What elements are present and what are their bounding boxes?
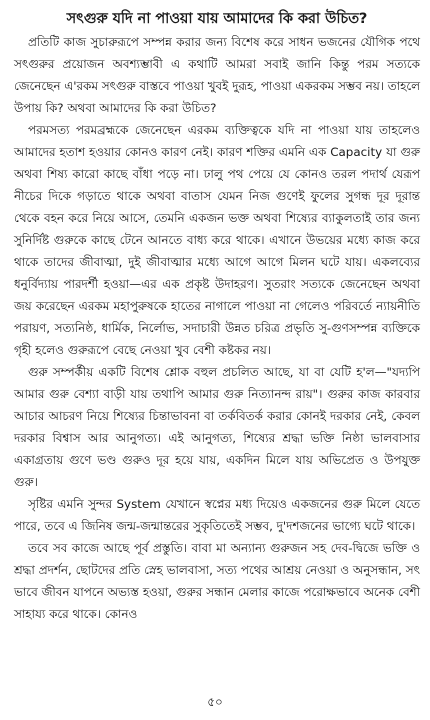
paragraph-4: সৃষ্টির এমনি সুন্দর System যেখানে স্বপ্নের মধ্য দিয়েও একজনের গুরু মিলে যেতে পারে, তবে এ জিনিষ জন্ম-জন্মান্তরের সুকৃতিতেই সম্ভব, দু'দশজনের ভাগ্যে ঘটে থাকে। <box>14 497 420 533</box>
paragraph-2: পরমসত্য পরমব্রহ্মকে জেনেছেন এরকম ব্যক্তিত্বকে যদি না পাওয়া যায় তাহলেও আমাদের হতাশ হওয়ার কোনও কারণ নেই। কারণ শক্তির এমনি এক Capacity যা গুরু অথবা শিষ্য কারো কাছে বাঁধা পড়ে না। ঢালু পথ পেয়ে যে কোনও তরল পদার্থ যেরূপ নীচের দিকে গড়াতে থাকে অথবা বাতাস যেমন নিজ গুণেই ফুলের সুগন্ধ দূর দূরান্ত থেকে বহন করে নিয়ে আসে, তেমনি একজন ভক্ত অথবা শিষ্যের ব্যাকুলতাই তার জন্য সুনির্দিষ্ট গুরুকে কাছে টেনে আনতে বাধ্য করে থাকে। এখানে উভয়ের মধ্যে কাজ করে থাকে তাদের জীবাত্মা, দুই জীবাত্মার মধ্যে আগে আগে মিলন ঘটে যায়। একলব্যের ধনুর্বিদ্যায় পারদর্শী হওয়া—এর এক প্রকৃষ্ট উদাহরণ। সুতরাং সত্যকে জেনেছেন অথবা জয় করেছেন এরকম মহাপুরুষকে হাতের নাগালে পাওয়া না গেলেও পরিবর্তে ন্যায়নীতি পরায়ণ, সত্যনিষ্ঠ, ধার্মিক, নির্লোভ, সদাচারী উন্নত চরিত্র প্রভৃতি সু-গুণসম্পন্ন ব্যক্তিকে গৃহী হলেও গুরুরূপে বেছে নেওয়া খুব বেশী কষ্টকর নয়। <box>14 123 420 357</box>
page-title: সৎগুরু যদি না পাওয়া যায় আমাদের কি করা উচিত? <box>66 11 368 27</box>
page-number: ৫০ <box>207 695 223 709</box>
paragraph-1: প্রতিটি কাজ সুচারুরূপে সম্পন্ন করার জন্য বিশেষ করে সাধন ভজনের যৌগিক পথে সৎগুরুর প্রয়োজন অবশ্যম্ভাবী এ কথাটি আমরা সবাই জানি কিন্তু পরম সত্যকে জেনেছেন এ'রকম সৎগুরু বাস্তবে পাওয়া খুবই দুরূহ, পাওয়া একরকম সম্ভব নয়। তাহলে উপায় কি? অথবা আমাদের কি করা উচিত? <box>14 35 420 115</box>
paragraph-5: তবে সব কাজে আছে পূর্ব প্রস্তুতি। বাবা মা অন্যান্য গুরুজন সহ দেব-দ্বিজে ভক্তি ও শ্রদ্ধা প্রদর্শন, ছোটদের প্রতি স্নেহ ভালবাসা, সত্য পথের আশ্রয় নেওয়া ও অনুসন্ধান, সৎ ভাবে জীবন যাপনে অভ্যস্ত হওয়া, গুরুর সন্ধান মেলার কাজে পরোক্ষভাবে অনেক বেশী সাহায্য করে থাকে। কোনও <box>14 541 420 621</box>
paragraph-3: গুরু সম্পর্কীয় একটি বিশেষ শ্লোক বহুল প্রচলিত আছে, যা বা যেটি হ'ল—"যদ্যপি আমার গুরু বেশ্যা বাড়ী যায় তথাপি আমার গুরু নিত্যানন্দ রায়"। গুরুর কাজ কারবার আচার আচরণ নিয়ে শিষ্যের চিন্তাভাবনা বা তর্কবিতর্ক করার কোনই দরকার নেই, কেবল দরকার বিশ্বাস আর আনুগত্য। এই আনুগত্য, শিষ্যের শ্রদ্ধা ভক্তি নিষ্ঠা ভালবাসার একাগ্রতায় গুণে ভণ্ড গুরুও দূর হয়ে যায়, একদিন মিলে যায় অভিপ্রেত ও উপযুক্ত গুরু। <box>14 365 420 489</box>
